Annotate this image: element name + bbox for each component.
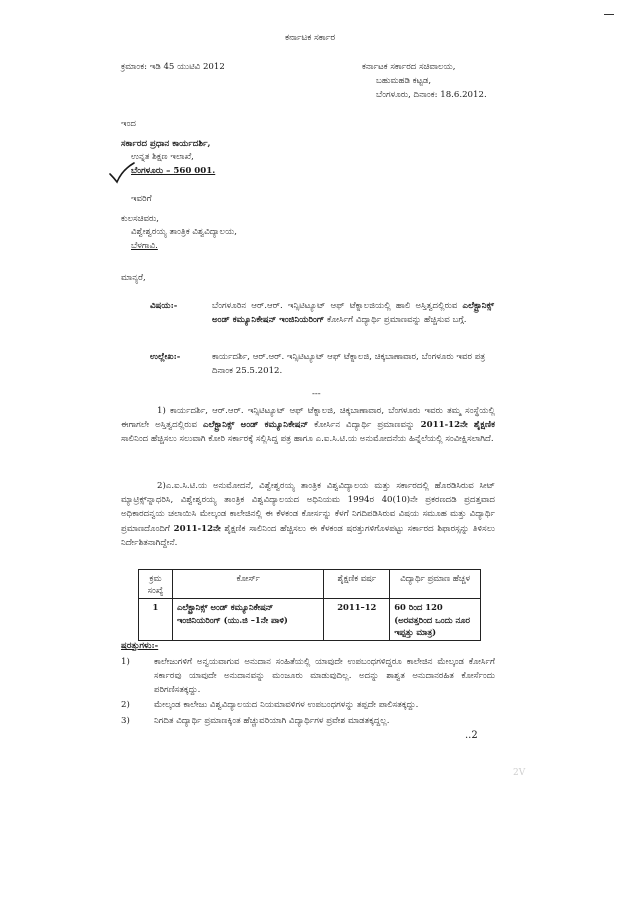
cell-sl-no: 1	[139, 599, 173, 641]
paragraph-1-course: ಎಲೆಕ್ಟ್ರಾನಿಕ್ಸ್ ಅಂಡ್ ಕಮ್ಯೂನಿಕೇಷನ್	[202, 420, 309, 431]
cell-intake	[390, 599, 481, 641]
cell-intake-words: (ಅರವತ್ತರಿಂದ ಒಂದು ನೂರ ಇಪ್ಪತ್ತು ಮಾತ್ರ)	[394, 614, 470, 637]
subject-course-name: ಎಲೆಕ್ಟ್ರಾನಿಕ್ಸ್ ಅಂಡ್ ಕಮ್ಯೂನಿಕೇಷನ್ ಇಂಜಿನಿಯರಿಂಗ್	[212, 301, 495, 325]
secretariat-address	[362, 61, 487, 102]
paragraph-2-year: 2011-12ನೇ	[173, 523, 221, 534]
header-sl-no: ಕ್ರಮ ಸಂಖ್ಯೆ	[139, 570, 173, 599]
cell-intake-range: 60 ರಿಂದ 120	[394, 602, 443, 613]
condition-number: 2)	[121, 700, 130, 711]
header-course: ಕೋರ್ಸ್	[172, 570, 323, 599]
condition-text: ಮೇಲ್ಕಂಡ ಕಾಲೇಜು ವಿಶ್ವವಿದ್ಯಾಲಯದ ನಿಯಮಾವಳಿಗಳ ಉಪಬಂಧಗಳನ್ನು ತಪ್ಪದೇ ಪಾಲಿಸತಕ್ಕದ್ದು.	[154, 700, 419, 711]
recipient-university: ವಿಶ್ವೇಶ್ವರಯ್ಯ ತಾಂತ್ರಿಕ ವಿಶ್ವವಿದ್ಯಾಲಯ,	[131, 227, 238, 238]
reference-number: ಕ್ರಮಾಂಕ: ಇಡಿ 45 ಯುಟಿವಿ 2012	[121, 62, 225, 72]
salutation: ಮಾನ್ಯರೆ,	[121, 273, 146, 283]
condition-number: 1)	[121, 657, 130, 667]
paragraph-2-part2: ಶೈಕ್ಷಣಿಕ ಸಾಲಿನಿಂದ ಹೆಚ್ಚಿಸಲು ಈ ಕೆಳಕಂಡ ಷರತ್ತುಗಳಿಗೊಳಪಟ್ಟು ಸರ್ಕಾರದ ಶಿಫಾರಸ್ಸನ್ನು ತಿಳಿಸಲು ನಿರ್ದೇಶಿತನಾಗಿದ್ದೇನೆ.	[121, 523, 496, 548]
address-line-2: ಬಹುಮಹಡಿ ಕಟ್ಟಡ,	[376, 75, 432, 86]
top-edge-mark	[604, 14, 614, 15]
recipient-title: ಕುಲಸಚಿವರು,	[121, 214, 160, 224]
address-line-1: ಕರ್ನಾಟಕ ಸರ್ಕಾರದ ಸಚಿವಾಲಯ,	[362, 62, 456, 72]
faint-mark: 2V	[513, 768, 526, 778]
reference-label: ಉಲ್ಲೇಖ:-	[150, 352, 181, 362]
list-item	[121, 699, 495, 713]
separator: ---	[312, 389, 321, 399]
sender-department: ಉನ್ನತ ಶಿಕ್ಷಣ ಇಲಾಖೆ,	[131, 152, 194, 163]
subject-text-part2: ಕೋರ್ಸಿಗೆ ವಿದ್ಯಾರ್ಥಿ ಪ್ರಮಾಣವನ್ನು ಹೆಚ್ಚಿಸುವ ಬಗ್ಗೆ.	[326, 314, 467, 325]
list-item	[121, 656, 495, 697]
condition-number: 3)	[121, 716, 130, 726]
course-table	[138, 569, 481, 641]
address-line-3: ಬೆಂಗಳೂರು, ದಿನಾಂಕ: 18.6.2012.	[376, 89, 487, 100]
condition-text: ಕಾಲೇಜುಗಳಿಗೆ ಅನ್ವಯವಾಗುವ ಅನುದಾನ ಸಂಹಿತೆಯಲ್ಲಿ ಯಾವುದೇ ಉಪಬಂಧಗಳಿದ್ದರೂ ಕಾಲೇಜಿನ ಮೇಲ್ಕಂಡ ಕೋರ್ಸಿಗೆ ಸರ್ಕಾರವು ಯಾವುದೇ ಅನುದಾನವನ್ನು ಮಂಜೂರು ಮಾಡುವುದಿಲ್ಲ. ಅದನ್ನು ಶಾಶ್ವತ ಅನುದಾನರಹಿತ ಕೋರ್ಸೆಂದು ಪರಿಗಣಿಸತಕ್ಕದ್ದು.	[154, 657, 495, 695]
condition-text: ನಿಗದಿತ ವಿದ್ಯಾರ್ಥಿ ಪ್ರಮಾಣಕ್ಕಿಂತ ಹೆಚ್ಚುವರಿಯಾಗಿ ವಿದ್ಯಾರ್ಥಿಗಳ ಪ್ರವೇಶ ಮಾಡತಕ್ಕದ್ದಲ್ಲ.	[154, 716, 390, 726]
subject-text	[212, 300, 494, 328]
header-intake: ವಿದ್ಯಾರ್ಥಿ ಪ್ರಮಾಣ ಹೆಚ್ಚಳ	[390, 570, 481, 599]
course-table-header-row	[139, 570, 481, 599]
paragraph-1-part2: ಕೋರ್ಸಿನ ವಿದ್ಯಾರ್ಥಿ ಪ್ರಮಾಣವನ್ನು	[314, 420, 415, 431]
sender-title: ಸರ್ಕಾರದ ಪ್ರಧಾನ ಕಾರ್ಯದರ್ಶಿ,	[121, 139, 211, 149]
paragraph-2	[121, 479, 495, 550]
paragraph-1-year: 2011-12ನೇ ಶೈಕ್ಷಣಿಕ	[420, 420, 496, 431]
paragraph-1-part1: 1) ಕಾರ್ಯದರ್ಶಿ, ಆರ್.ಆರ್. ಇನ್ಸಿಟಿಟ್ಯೂಟ್ ಆಫ್ ಟೆಕ್ನಾಲಜಿ, ಚಿಕ್ಕಬಾಣಾವಾರ, ಬೆಂಗಳೂರು ಇವರು ತಮ್ಮ ಸಂಸ್ಥೆಯಲ್ಲಿ ಈಗಾಗಲೇ ಅಸ್ತಿತ್ವದಲ್ಲಿರುವ	[121, 406, 495, 431]
sender-city: ಬೆಂಗಳೂರು – 560 001.	[131, 165, 216, 176]
handwritten-check-mark	[108, 162, 136, 184]
page-continuation: ..2	[465, 730, 478, 741]
conditions-list	[121, 656, 495, 731]
table-row	[139, 599, 481, 641]
paragraph-1-part3: ಸಾಲಿನಿಂದ ಹೆಚ್ಚಿಸಲು ಸಲುವಾಗಿ ಕೋರಿ ಸರ್ಕಾರಕ್ಕೆ ಸಲ್ಲಿಸಿದ್ದ ಪತ್ರ ಹಾಗೂ ಎ.ಐ.ಸಿ.ಟಿ.ಯ ಅನುಮೋದನೆಯ ಹಿನ್ನೆಲೆಯಲ್ಲಿ ಸಂವೀಕ್ಷಿಸಲಾಗಿದೆ.	[121, 434, 494, 445]
subject-label: ವಿಷಯ:-	[150, 301, 178, 311]
from-label: ಇಂದ	[121, 119, 136, 129]
recipient-city: ಬೆಳಗಾವಿ.	[131, 240, 158, 251]
paragraph-1	[121, 404, 495, 447]
header-year: ಶೈಕ್ಷಣಿಕ ವರ್ಷ	[324, 570, 390, 599]
conditions-label: ಷರತ್ತುಗಳು:-	[121, 641, 159, 651]
cell-course: ಎಲೆಕ್ಟ್ರಾನಿಕ್ಸ್ ಅಂಡ್ ಕಮ್ಯೂನಿಕೇಷನ್ ಇಂಜಿನಿಯರಿಂಗ್ (ಯು.ಜಿ –1ನೇ ಪಾಳಿ)	[172, 599, 323, 641]
paragraph-2-part1: 2)ಎ.ಐ.ಸಿ.ಟಿ.ಯ ಅನುಮೋದನೆ, ವಿಶ್ವೇಶ್ವರಯ್ಯ ತಾಂತ್ರಿಕ ವಿಶ್ವವಿದ್ಯಾಲಯ ಮತ್ತು ಸರ್ಕಾರದಲ್ಲಿ ಹೊರಡಿಸಿರುವ ಸೀಟ್ ಮ್ಯಾಟ್ರಿಕ್ಸ್‌ನ್ನಾಧರಿಸಿ, ವಿಶ್ವೇಶ್ವರಯ್ಯ ತಾಂತ್ರಿಕ ವಿಶ್ವವಿದ್ಯಾಲಯದ ಅಧಿನಿಯಮ 1994ರ 40(10)ನೇ ಪ್ರಕರಣದಡಿ ಪ್ರದತ್ತವಾದ ಅಧಿಕಾರದನ್ವಯ ಚಲಾಯಿಸಿ ಮೇಲ್ಕಂಡ ಕಾಲೇಜಿನಲ್ಲಿ ಈ ಕೆಳಕಂಡ ಕೋರ್ಸನ್ನು ಕೆಳಗೆ ನಿಗದಿಪಡಿಸಿರುವ ವಿಷಯ ಸಮೂಹ ಮತ್ತು ವಿದ್ಯಾರ್ಥಿ ಪ್ರಮಾಣದೊಂದಿಗೆ	[121, 481, 495, 534]
government-header: ಕರ್ನಾಟಕ ಸರ್ಕಾರ	[285, 33, 335, 43]
cell-year: 2011–12	[324, 599, 390, 641]
reference-text: ಕಾರ್ಯದರ್ಶಿ, ಆರ್.ಆರ್. ಇನ್ಸಿಟಿಟ್ಯೂಟ್ ಆಫ್ ಟೆಕ್ನಾಲಜಿ, ಚಿಕ್ಕಬಾಣಾವಾರ, ಬೆಂಗಳೂರು ಇವರ ಪತ್ರ ದಿನಾಂಕ 25.5.2012.	[212, 352, 486, 376]
list-item	[121, 715, 495, 729]
subject-text-part1: ಬೆಂಗಳೂರಿನ ಆರ್.ಆರ್. ಇನ್ಸಿಟಿಟ್ಯೂಟ್ ಆಫ್ ಟೆಕ್ನಾಲಜಿಯಲ್ಲಿ ಹಾಲಿ ಅಸ್ತಿತ್ವದಲ್ಲಿರುವ	[212, 301, 458, 311]
to-label: ಇವರಿಗೆ	[131, 194, 152, 204]
recipient-block	[121, 213, 237, 253]
